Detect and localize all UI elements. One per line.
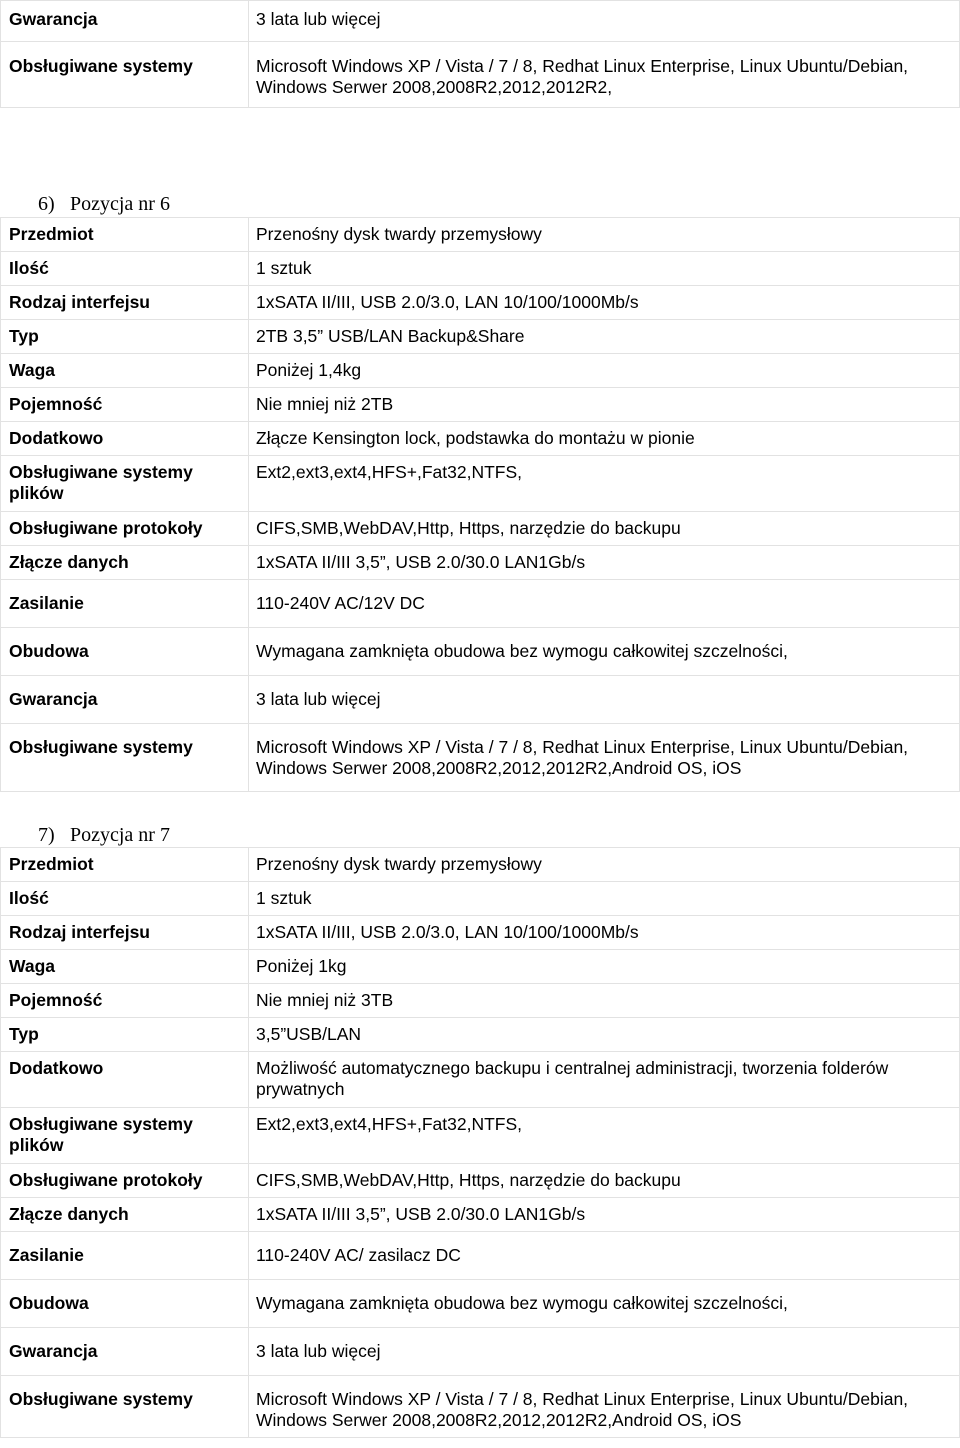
row-value: 110-240V AC/ zasilacz DC: [249, 1232, 960, 1280]
row-value: Wymagana zamknięta obudowa bez wymogu całkowitej szczelności,: [249, 1280, 960, 1328]
table-row: [1, 848, 960, 882]
row-value: Ext2,ext3,ext4,HFS+,Fat32,NTFS,: [249, 1108, 960, 1164]
row-value: Poniżej 1kg: [249, 950, 960, 984]
row-label: Obsługiwane systemy: [1, 42, 249, 108]
table-row: [1, 1018, 960, 1052]
row-value: 1xSATA II/III 3,5”, USB 2.0/30.0 LAN1Gb/s: [249, 1198, 960, 1232]
table-row: [1, 354, 960, 388]
row-value: CIFS,SMB,WebDAV,Http, Https, narzędzie do backupu: [249, 512, 960, 546]
table-row: [1, 422, 960, 456]
table-row: [1, 388, 960, 422]
row-label: Obsługiwane protokoły: [1, 512, 249, 546]
table-row: [1, 546, 960, 580]
row-value: 2TB 3,5” USB/LAN Backup&Share: [249, 320, 960, 354]
table-row: [1, 320, 960, 354]
spec-table-position-6: [0, 217, 960, 792]
row-value: Nie mniej niż 3TB: [249, 984, 960, 1018]
row-label: Dodatkowo: [1, 1052, 249, 1108]
table-row: [1, 1198, 960, 1232]
row-label: Dodatkowo: [1, 422, 249, 456]
row-label: Przedmiot: [1, 848, 249, 882]
table-row: [1, 950, 960, 984]
row-value: 1xSATA II/III 3,5”, USB 2.0/30.0 LAN1Gb/s: [249, 546, 960, 580]
spec-table-position-7: [0, 847, 960, 1438]
row-label: Obsługiwane systemy: [1, 1376, 249, 1438]
row-value: 1 sztuk: [249, 882, 960, 916]
row-label: Obsługiwane protokoły: [1, 1164, 249, 1198]
row-label: Gwarancja: [1, 676, 249, 724]
row-label: Ilość: [1, 882, 249, 916]
row-value: Microsoft Windows XP / Vista / 7 / 8, Redhat Linux Enterprise, Linux Ubuntu/Debian, Windows Serwer 2008,2008R2,2012,2012R2,Android OS, iOS: [249, 1376, 960, 1438]
row-label: Gwarancja: [1, 1, 249, 42]
row-label: Rodzaj interfejsu: [1, 286, 249, 320]
row-label: Waga: [1, 354, 249, 388]
row-value: 3 lata lub więcej: [249, 676, 960, 724]
section-title: Pozycja nr 6: [70, 193, 170, 215]
table-row: [1, 42, 960, 108]
section-heading: [38, 823, 170, 847]
section-number: 7): [38, 824, 55, 846]
row-value: Nie mniej niż 2TB: [249, 388, 960, 422]
row-value: Złącze Kensington lock, podstawka do montażu w pionie: [249, 422, 960, 456]
table-row: [1, 1052, 960, 1108]
row-value: 3,5”USB/LAN: [249, 1018, 960, 1052]
table-row: [1, 724, 960, 792]
row-label: Pojemność: [1, 388, 249, 422]
table-row: [1, 1108, 960, 1164]
row-label: Typ: [1, 1018, 249, 1052]
row-value: Poniżej 1,4kg: [249, 354, 960, 388]
row-value: 1xSATA II/III, USB 2.0/3.0, LAN 10/100/1000Mb/s: [249, 916, 960, 950]
row-value: Przenośny dysk twardy przemysłowy: [249, 848, 960, 882]
table-row: [1, 456, 960, 512]
row-label: Obudowa: [1, 1280, 249, 1328]
row-label: Pojemność: [1, 984, 249, 1018]
row-value: Microsoft Windows XP / Vista / 7 / 8, Redhat Linux Enterprise, Linux Ubuntu/Debian, Windows Serwer 2008,2008R2,2012,2012R2,Android OS, iOS: [249, 724, 960, 792]
row-value: 1 sztuk: [249, 252, 960, 286]
row-value: Wymagana zamknięta obudowa bez wymogu całkowitej szczelności,: [249, 628, 960, 676]
table-row: [1, 1164, 960, 1198]
table-row: [1, 1, 960, 42]
row-value: Przenośny dysk twardy przemysłowy: [249, 218, 960, 252]
table-row: [1, 882, 960, 916]
row-label: Zasilanie: [1, 580, 249, 628]
row-value: CIFS,SMB,WebDAV,Http, Https, narzędzie do backupu: [249, 1164, 960, 1198]
table-row: [1, 1280, 960, 1328]
row-label: Przedmiot: [1, 218, 249, 252]
table-row: [1, 512, 960, 546]
table-row: [1, 218, 960, 252]
section-number: 6): [38, 193, 55, 215]
row-label: Rodzaj interfejsu: [1, 916, 249, 950]
row-label: Typ: [1, 320, 249, 354]
table-row: [1, 628, 960, 676]
section-heading: [38, 192, 170, 216]
table-row: [1, 916, 960, 950]
section-title: Pozycja nr 7: [70, 824, 170, 846]
row-label: Obsługiwane systemy plików: [1, 456, 249, 512]
table-row: [1, 580, 960, 628]
row-value: Możliwość automatycznego backupu i centralnej administracji, tworzenia folderów prywatnych: [249, 1052, 960, 1108]
row-label: Obsługiwane systemy plików: [1, 1108, 249, 1164]
row-label: Zasilanie: [1, 1232, 249, 1280]
table-row: [1, 252, 960, 286]
table-row: [1, 1328, 960, 1376]
table-row: [1, 1232, 960, 1280]
spec-table-continuation: [0, 0, 960, 108]
row-value: 3 lata lub więcej: [249, 1, 960, 42]
row-label: Ilość: [1, 252, 249, 286]
row-value: Microsoft Windows XP / Vista / 7 / 8, Redhat Linux Enterprise, Linux Ubuntu/Debian, Windows Serwer 2008,2008R2,2012,2012R2,: [249, 42, 960, 108]
row-label: Gwarancja: [1, 1328, 249, 1376]
row-value: Ext2,ext3,ext4,HFS+,Fat32,NTFS,: [249, 456, 960, 512]
row-label: Złącze danych: [1, 546, 249, 580]
row-value: 1xSATA II/III, USB 2.0/3.0, LAN 10/100/1000Mb/s: [249, 286, 960, 320]
row-label: Waga: [1, 950, 249, 984]
row-label: Złącze danych: [1, 1198, 249, 1232]
table-row: [1, 286, 960, 320]
table-row: [1, 1376, 960, 1438]
row-value: 110-240V AC/12V DC: [249, 580, 960, 628]
table-row: [1, 676, 960, 724]
row-value: 3 lata lub więcej: [249, 1328, 960, 1376]
row-label: Obudowa: [1, 628, 249, 676]
row-label: Obsługiwane systemy: [1, 724, 249, 792]
table-row: [1, 984, 960, 1018]
